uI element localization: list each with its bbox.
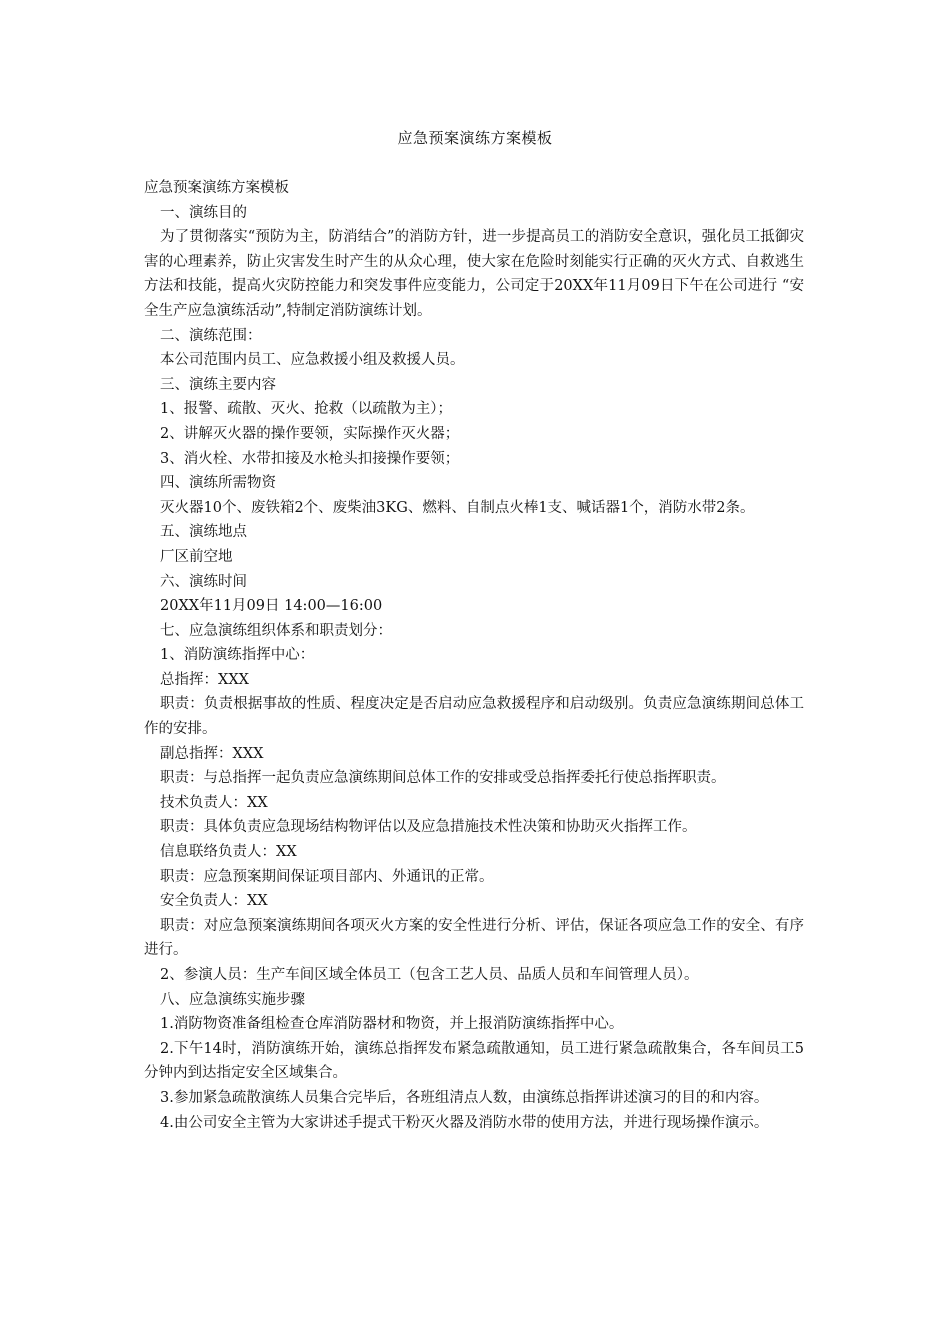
- section-3-item: 1、报警、疏散、灭火、抢救（以疏散为主）；: [160, 401, 452, 418]
- section-2-title: 二、演练范围：: [160, 327, 262, 344]
- section-1-title: 一、演练目的: [160, 204, 247, 221]
- section-3-item: 3、消火栓、水带扣接及水枪头扣接操作要领；: [160, 450, 460, 467]
- section-8-step: 2.下午14时，消防演练开始，演练总指挥发布紧急疏散通知，员工进行紧急疏散集合，各车间员工5分钟内到达指定安全区域集合。: [144, 1040, 804, 1082]
- role-duty: 职责：负责根据事故的性质、程度决定是否启动应急救援程序和启动级别。负责应急演练期间总体工作的安排。: [144, 696, 804, 738]
- section-4-body: 灭火器10个、废铁箱2个、废柴油3KG、燃料、自制点火棒1支、喊话器1个，消防水带2条。: [160, 499, 755, 516]
- section-5-title: 五、演练地点: [160, 524, 247, 541]
- role-name: 总指挥：XXX: [160, 671, 249, 688]
- section-7-participants: 2、参演人员：生产车间区域全体员工（包含工艺人员、品质人员和车间管理人员）。: [160, 967, 699, 983]
- section-7-title: 七、应急演练组织体系和职责划分：: [160, 622, 392, 639]
- section-8-step: 4.由公司安全主管为大家讲述手提式干粉灭火器及消防水带的使用方法，并进行现场操作演示。: [160, 1114, 769, 1131]
- section-8-title: 八、应急演练实施步骤: [160, 991, 305, 1008]
- role-name: 副总指挥：XXX: [160, 745, 264, 762]
- role-name: 信息联络负责人：XX: [160, 844, 297, 861]
- section-3-item: 2、讲解灭火器的操作要领，实际操作灭火器；: [160, 425, 460, 442]
- role-duty: 职责：具体负责应急现场结构物评估以及应急措施技术性决策和协助灭火指挥工作。: [160, 819, 697, 836]
- role-duty: 职责：与总指挥一起负责应急演练期间总体工作的安排或受总指挥委托行使总指挥职责。: [160, 770, 726, 787]
- section-5-body: 厂区前空地: [160, 548, 233, 565]
- section-8-step: 1.消防物资准备组检查仓库消防器材和物资，并上报消防演练指挥中心。: [160, 1016, 624, 1033]
- document-title: 应急预案演练方案模板: [397, 129, 553, 147]
- role-duty: 职责：对应急预案演练期间各项灭火方案的安全性进行分析、评估，保证各项应急工作的安全、有序进行。: [144, 917, 804, 959]
- section-1-body: 为了贯彻落实“预防为主，防消结合”的消防方针，进一步提高员工的消防安全意识，强化员工抵御灾害的心理素养，防止灾害发生时产生的从众心理，使大家在危险时刻能实行正确的灭火方式、自救逃生方法和技能，提高火灾防控能力和突发事件应变能力，公司定于20XX年11月09日下午在公司进行 “安全生产应急演练活动”,特制定消防演练计划。: [144, 229, 804, 319]
- section-6-title: 六、演练时间: [160, 573, 247, 590]
- section-6-body: 20XX年11月09日 14:00—16:00: [160, 598, 383, 615]
- section-7-subtitle: 1、消防演练指挥中心：: [160, 647, 315, 664]
- section-4-title: 四、演练所需物资: [160, 475, 276, 492]
- section-8-step: 3.参加紧急疏散演练人员集合完毕后，各班组清点人数，由演练总指挥讲述演习的目的和内容。: [160, 1089, 769, 1106]
- role-name: 安全负责人：XX: [160, 893, 268, 910]
- section-2-body: 本公司范围内员工、应急救援小组及救援人员。: [160, 352, 465, 369]
- role-name: 技术负责人：XX: [160, 794, 268, 811]
- section-3-title: 三、演练主要内容: [160, 376, 276, 393]
- document-heading: 应急预案演练方案模板: [144, 180, 289, 196]
- role-duty: 职责：应急预案期间保证项目部内、外通讯的正常。: [160, 868, 494, 885]
- document-body: [144, 176, 804, 1135]
